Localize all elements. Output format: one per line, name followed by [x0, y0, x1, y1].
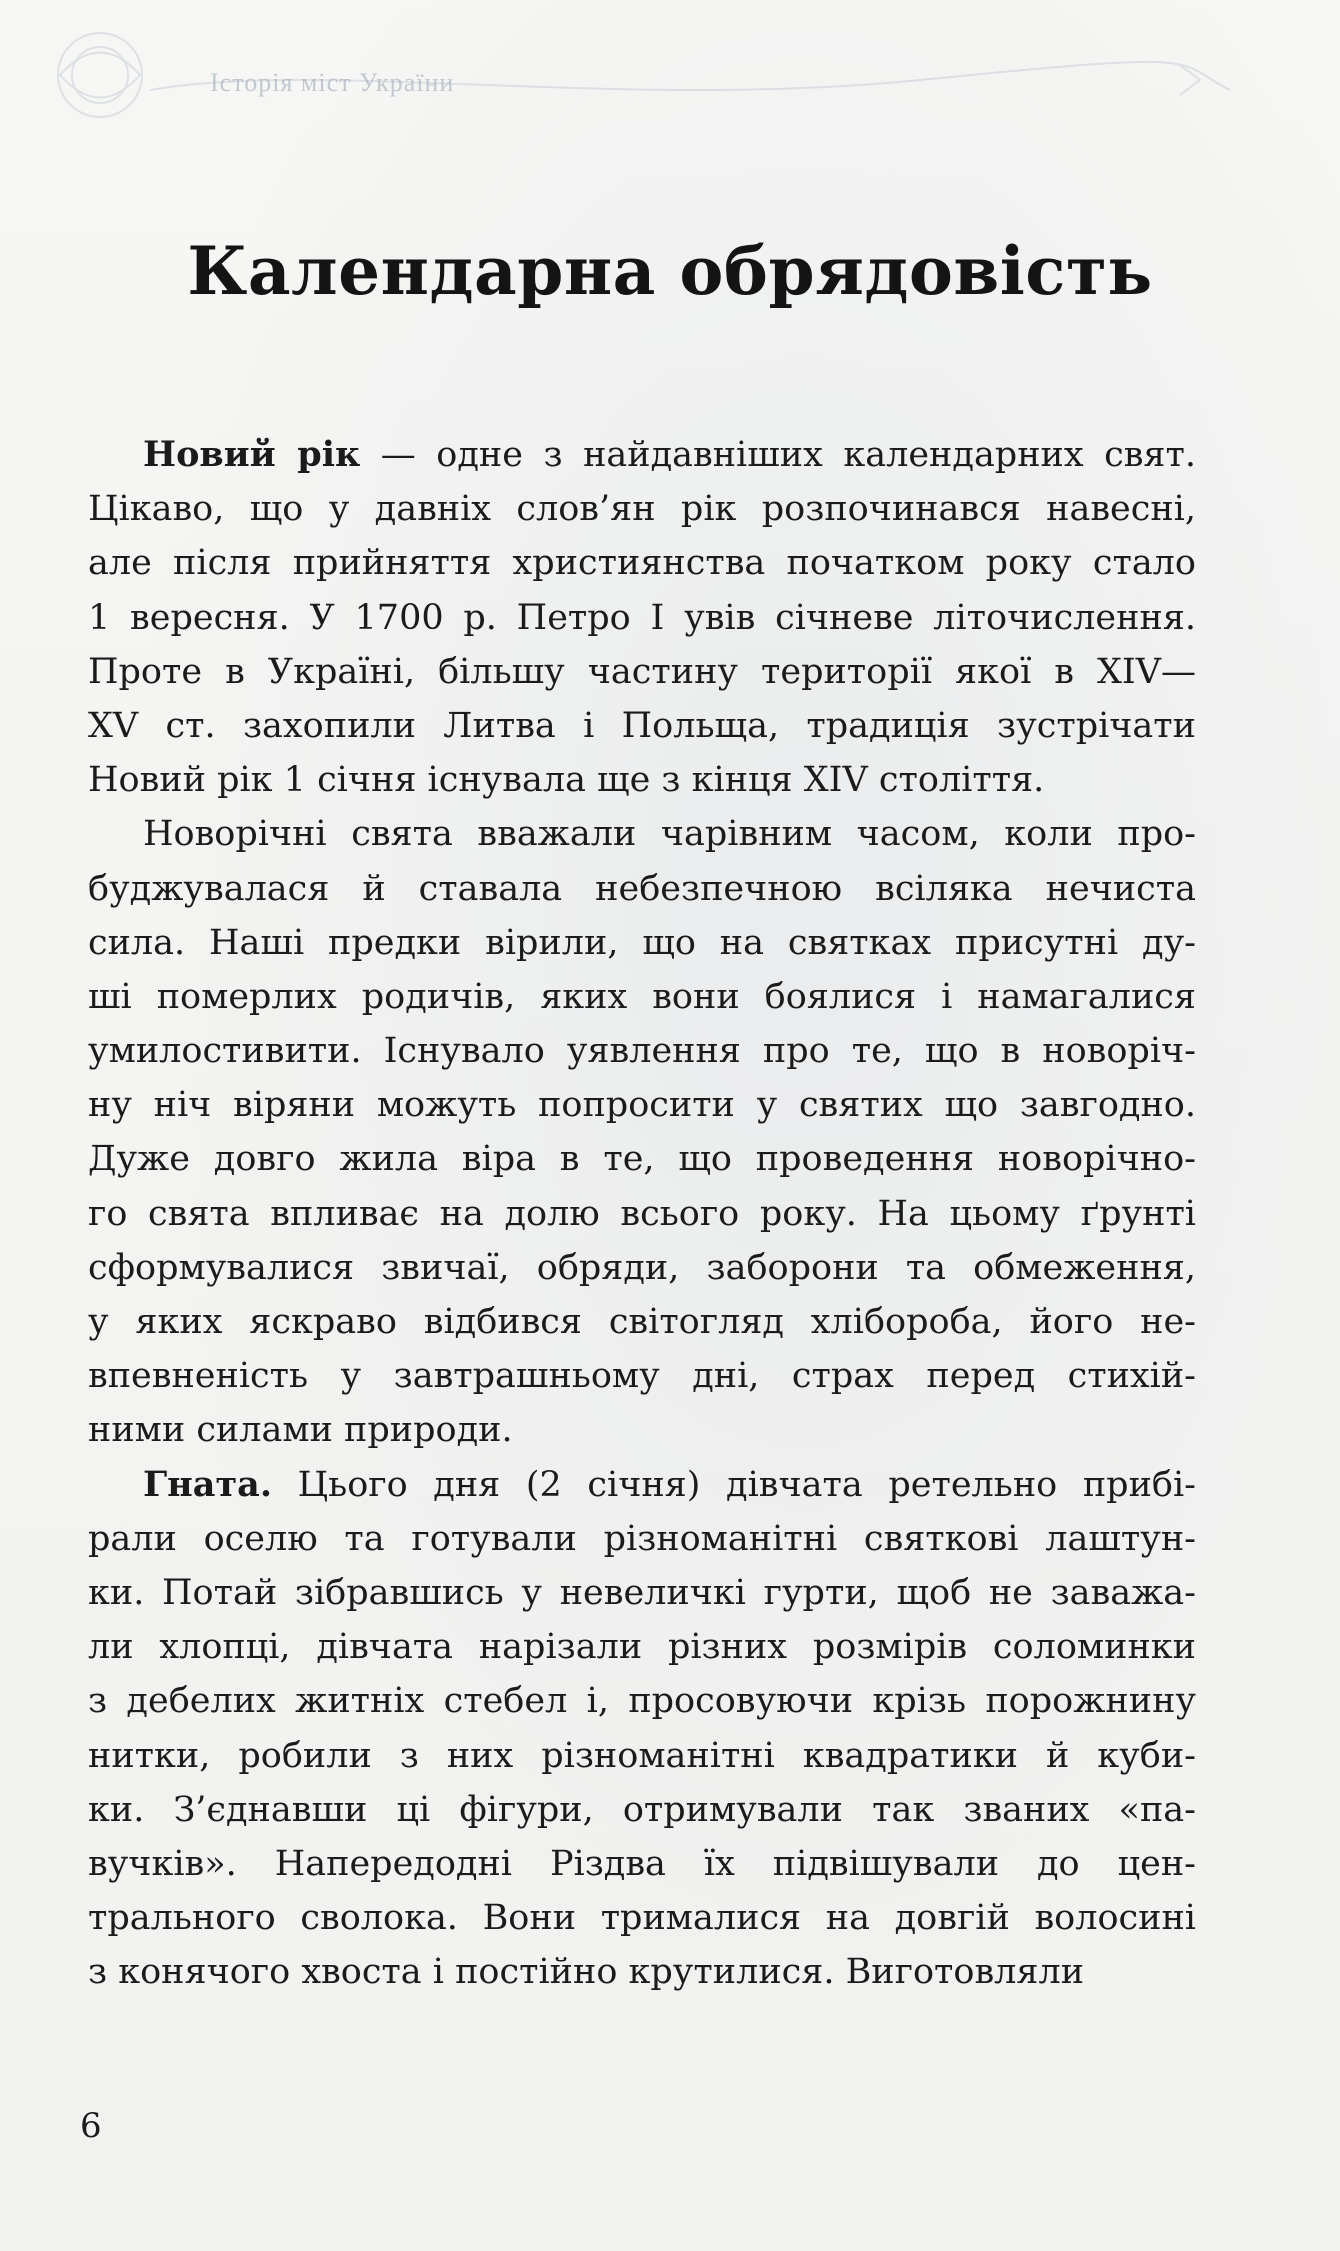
text-line [88, 1187, 1196, 1241]
text-line [88, 1295, 1196, 1349]
line-text: Новий рік 1 січня існувала ще з кінця XIV століття. [88, 760, 1045, 801]
line-text: умилостивити. Існувало уявлення про те, що в новоріч- [88, 1031, 1196, 1072]
line-text: впевненість у завтрашньому дні, страх перед стихій- [88, 1356, 1196, 1397]
line-text: Цього дня (2 січня) дівчата ретельно прибі- [272, 1464, 1196, 1505]
line-text: ли хлопці, дівчата нарізали різних розмірів соломинки [88, 1627, 1196, 1668]
text-line [88, 1729, 1196, 1783]
text-line [88, 1674, 1196, 1728]
term-bold: Гната. [143, 1463, 273, 1505]
paragraph [88, 1458, 1196, 2000]
text-line [88, 807, 1196, 861]
line-text: Дуже довго жила віра в те, що проведення новорічно- [88, 1139, 1196, 1180]
text-line [88, 536, 1196, 590]
term-bold: Новий рік [143, 434, 361, 475]
line-text: ну ніч віряни можуть попросити у святих що завгодно. [88, 1085, 1196, 1126]
line-text: ки. З’єднавши ці фігури, отримували так званих «па- [88, 1789, 1196, 1830]
line-text: Цікаво, що у давніх слов’ян рік розпочинався навесні, [88, 489, 1196, 530]
text-line [88, 1891, 1196, 1945]
text-line [88, 645, 1196, 699]
paragraph [88, 807, 1196, 1457]
text-line [88, 916, 1196, 970]
chapter-title: Календарна обрядовість [187, 232, 1153, 310]
line-text: рали оселю та готували різноманітні святкові лаштун- [88, 1518, 1196, 1559]
text-line [88, 482, 1196, 536]
text-line [88, 428, 1196, 482]
line-text: го свята впливає на долю всього року. На цьому ґрунті [88, 1193, 1196, 1234]
text-line [88, 1241, 1196, 1295]
text-line [88, 1349, 1196, 1403]
line-text: сформувалися звичаї, обряди, заборони та обмеження, [88, 1247, 1196, 1288]
line-text: Новорічні свята вважали чарівним часом, коли про- [143, 814, 1196, 855]
line-text: нитки, робили з них різноманітні квадратики й куби- [88, 1735, 1196, 1776]
text-line [88, 699, 1196, 753]
text-line [88, 1620, 1196, 1674]
body-text [88, 428, 1196, 1999]
text-line [88, 862, 1196, 916]
text-line [88, 1132, 1196, 1186]
line-text: ки. Потай зібравшись у невеличкі гурти, щоб не заважа- [88, 1572, 1196, 1613]
line-text: ними силами природи. [88, 1410, 513, 1451]
line-text: 1 вересня. У 1700 р. Петро I увів січневе літочислення. [88, 597, 1196, 638]
text-line [88, 1945, 1196, 1999]
line-text: з дебелих житніх стебел і, просовуючи крізь порожнину [88, 1681, 1196, 1722]
line-text: сила. Наші предки вірили, що на святках присутні ду- [88, 922, 1196, 963]
text-line [88, 1566, 1196, 1620]
line-text: Проте в Україні, більшу частину території якої в XIV— [88, 651, 1196, 692]
line-text: з конячого хвоста і постійно крутилися. Виготовляли [88, 1952, 1085, 1993]
line-text: вучків». Напередодні Різдва їх підвішували до цен- [88, 1843, 1196, 1884]
line-text: — одне з найдавніших календарних свят. [360, 435, 1196, 475]
line-text: трального сволока. Вони трималися на довгій волосині [88, 1898, 1196, 1939]
text-line [88, 1024, 1196, 1078]
line-text: але після прийняття християнства початком року стало [88, 543, 1196, 584]
text-line [88, 1837, 1196, 1891]
text-line [88, 1458, 1196, 1512]
decorative-ornament [20, 20, 1240, 130]
running-head: Історія міст України [210, 68, 455, 97]
line-text: ші померлих родичів, яких вони боялися і намагалися [88, 976, 1196, 1017]
text-line [88, 753, 1196, 807]
line-text: у яких яскраво відбився світогляд хлібороба, його не- [88, 1302, 1196, 1342]
text-line [88, 1783, 1196, 1837]
text-line [88, 970, 1196, 1024]
text-line [88, 591, 1196, 645]
paragraph [88, 428, 1196, 807]
line-text: буджувалася й ставала небезпечною всіляка нечиста [88, 868, 1196, 909]
text-line [88, 1403, 1196, 1457]
page-number: 6 [80, 2106, 102, 2146]
line-text: XV ст. захопили Литва і Польща, традиція зустрічати [88, 705, 1196, 746]
text-line [88, 1078, 1196, 1132]
text-line [88, 1512, 1196, 1566]
